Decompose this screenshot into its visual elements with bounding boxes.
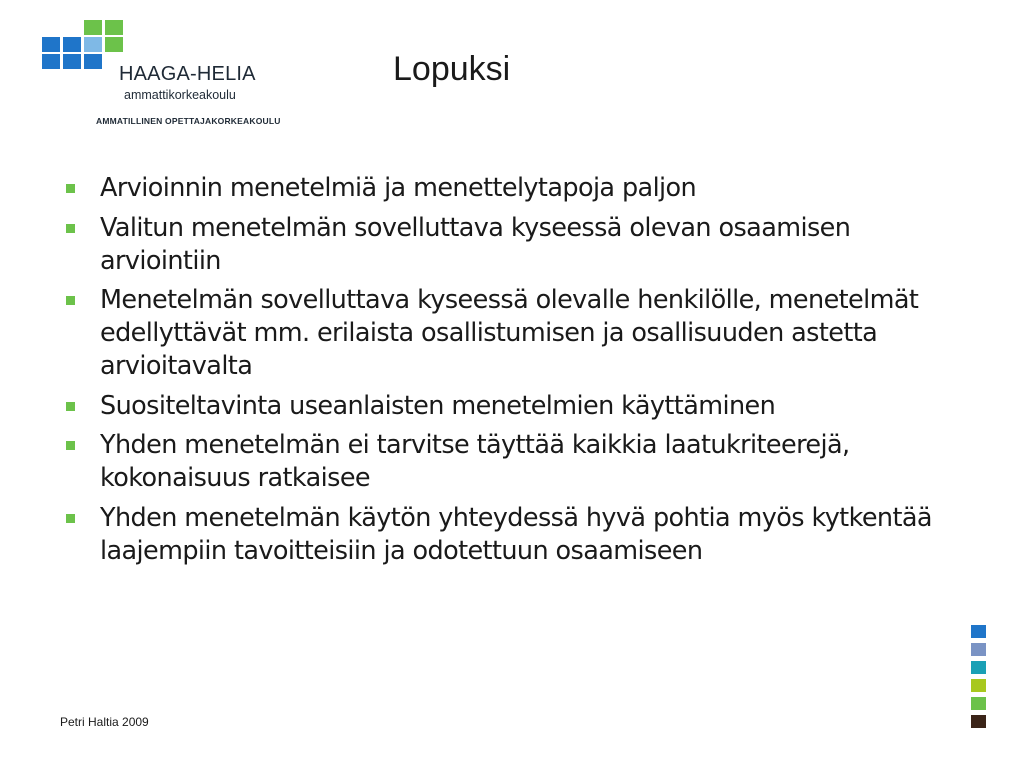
logo-name: HAAGA-HELIA [119, 63, 256, 85]
bullet-text: Suositeltavinta useanlaisten menetelmien käyttäminen [100, 390, 776, 421]
haaga-helia-logo [42, 18, 302, 130]
bullet-square-icon [66, 441, 75, 450]
side-square [971, 661, 986, 674]
bullet-item [60, 429, 960, 495]
bullet-list [60, 172, 960, 574]
side-square [971, 715, 986, 728]
slide-title: Lopuksi [393, 50, 511, 88]
bullet-text: Yhden menetelmän ei tarvitse täyttää kaikkia laatukriteerejä, kokonaisuus ratkaisee [100, 430, 850, 493]
bullet-square-icon [66, 402, 75, 411]
bullet-square-icon [66, 184, 75, 193]
bullet-item [60, 172, 960, 205]
bullet-item [60, 502, 960, 568]
bullet-square-icon [66, 224, 75, 233]
bullet-item [60, 212, 960, 278]
bullet-text: Arvioinnin menetelmiä ja menettelytapoja paljon [100, 173, 697, 203]
side-square [971, 643, 986, 656]
bullet-text: Valitun menetelmän sovelluttava kyseessä olevan osaamisen arviointiin [100, 212, 851, 276]
bullet-item [60, 390, 960, 423]
bullet-square-icon [66, 514, 75, 523]
bullet-text: Yhden menetelmän käytön yhteydessä hyvä pohtia myös kytkentää laajempiin tavoitteisiin ja odotettuun osaamiseen [100, 502, 932, 566]
bullet-text: Menetelmän sovelluttava kyseessä olevalle henkilölle, menetelmät edellyttävät mm. erilaista osallistumisen ja osallisuuden astetta arvioitavalta [100, 285, 919, 381]
side-square [971, 697, 986, 710]
footer-author: Petri Haltia 2009 [60, 715, 149, 729]
side-square [971, 625, 986, 638]
logo-subtitle: ammattikorkeakoulu [124, 88, 236, 102]
decorative-squares-icon [971, 625, 987, 730]
side-square [971, 679, 986, 692]
logo-subtitle-secondary: AMMATILLINEN OPETTAJAKORKEAKOULU [96, 116, 281, 126]
bullet-square-icon [66, 296, 75, 305]
bullet-item [60, 284, 960, 383]
